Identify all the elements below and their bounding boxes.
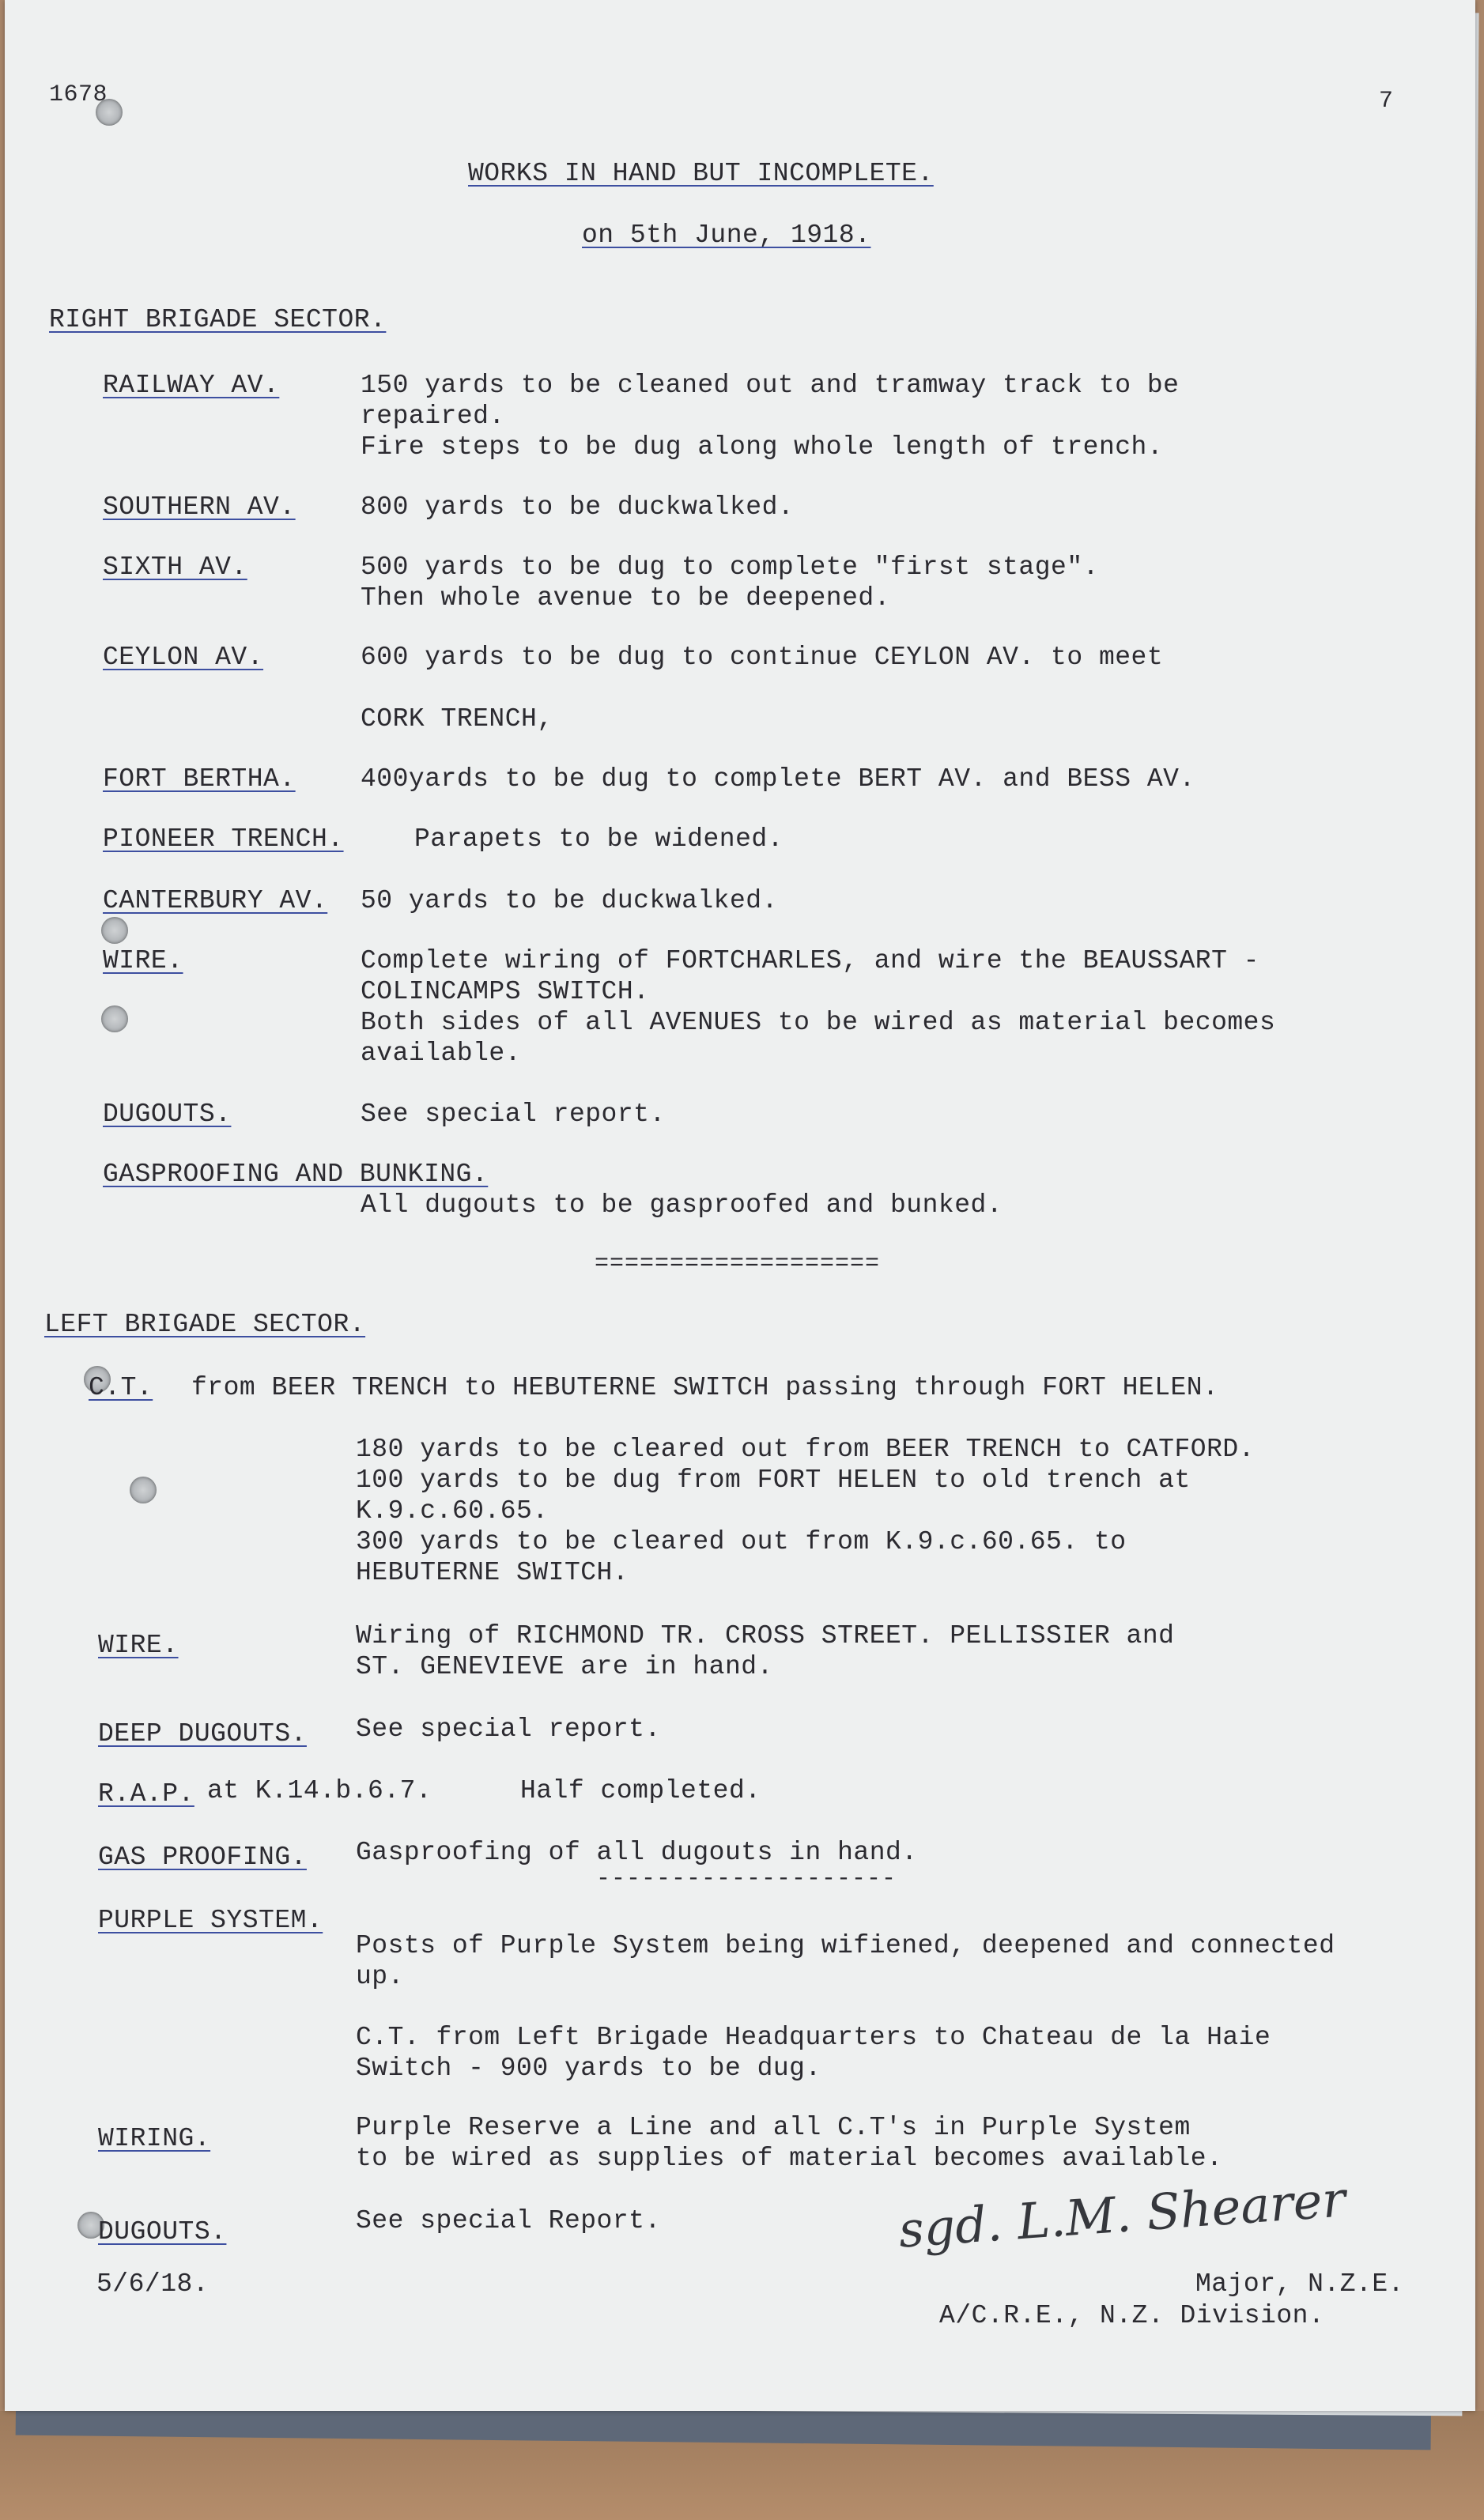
rap-status: Half completed. <box>520 1776 761 1805</box>
doc-number: 1678 <box>49 81 108 108</box>
wire-right-line-3: Both sides of all AVENUES to be wired as material becomes <box>361 1008 1276 1037</box>
label-wiring: WIRING. <box>98 2124 211 2153</box>
handwritten-signature: sgd. L.M. Shearer <box>897 2170 1348 2259</box>
wire-left-line-1: Wiring of RICHMOND TR. CROSS STREET. PELLISSIER and <box>356 1621 1175 1650</box>
label-dugouts-left: DUGOUTS. <box>98 2217 227 2246</box>
purple-line-1: Posts of Purple System being wifiened, deepened and connected <box>356 1931 1335 1960</box>
purple-line-3: C.T. from Left Brigade Headquarters to Chateau de la Haie <box>356 2023 1271 2052</box>
label-canterbury-av: CANTERBURY AV. <box>103 886 328 915</box>
label-wire-left: WIRE. <box>98 1631 179 1660</box>
dugouts-right-text: See special report. <box>361 1100 666 1129</box>
label-deep-dugouts: DEEP DUGOUTS. <box>98 1719 307 1749</box>
fort-bertha-text: 400yards to be dug to complete BERT AV. and BESS AV. <box>361 764 1195 794</box>
pioneer-text: Parapets to be widened. <box>414 824 784 854</box>
ceylon-line-1: 600 yards to be dug to continue CEYLON AV. to meet <box>361 643 1164 672</box>
label-dugouts-right: DUGOUTS. <box>103 1100 232 1129</box>
page-number: 7 <box>1379 88 1394 115</box>
canterbury-text: 50 yards to be duckwalked. <box>361 886 778 915</box>
wiring-line-2: to be wired as supplies of material becomes available. <box>356 2144 1223 2173</box>
label-fort-bertha: FORT BERTHA. <box>103 764 296 794</box>
ct-line-2: 100 yards to be dug from FORT HELEN to old trench at <box>356 1466 1191 1495</box>
purple-line-2: up. <box>356 1962 404 1991</box>
railway-line-1: 150 yards to be cleaned out and tramway track to be <box>361 371 1180 400</box>
gas-proofing-text: Gasproofing of all dugouts in hand. <box>356 1838 918 1867</box>
sixth-line-1: 500 yards to be dug to complete "first stage". <box>361 553 1099 582</box>
wire-right-line-2: COLINCAMPS SWITCH. <box>361 977 650 1006</box>
section-heading-left-brigade: LEFT BRIGADE SECTOR. <box>44 1310 366 1339</box>
ct-line-1: 180 yards to be cleared out from BEER TRENCH to CATFORD. <box>356 1435 1255 1464</box>
ceylon-line-2: CORK TRENCH, <box>361 704 553 734</box>
label-rap: R.A.P. <box>98 1779 194 1809</box>
rap-location: at K.14.b.6.7. <box>207 1776 432 1805</box>
footer-date: 5/6/18. <box>96 2269 210 2299</box>
section-separator: =================== <box>595 1251 881 1277</box>
footer-rank: Major, N.Z.E. <box>1195 2269 1404 2299</box>
label-wire-right: WIRE. <box>103 946 183 975</box>
railway-line-3: Fire steps to be dug along whole length of trench. <box>361 432 1164 462</box>
label-pioneer-trench: PIONEER TRENCH. <box>103 824 344 854</box>
ct-line-3: K.9.c.60.65. <box>356 1496 549 1526</box>
section-separator: -------------------- <box>596 1865 897 1892</box>
label-purple-system: PURPLE SYSTEM. <box>98 1906 323 1935</box>
deep-dugouts-text: See special report. <box>356 1715 661 1744</box>
page-title: WORKS IN HAND BUT INCOMPLETE. <box>468 159 934 188</box>
railway-line-2: repaired. <box>361 402 505 431</box>
wiring-line-1: Purple Reserve a Line and all C.T's in Purple System <box>356 2113 1191 2142</box>
label-railway-av: RAILWAY AV. <box>103 371 280 400</box>
label-gasproofing-bunking: GASPROOFING AND BUNKING. <box>103 1160 489 1189</box>
punch-hole <box>130 1477 157 1503</box>
label-ct: C.T. <box>89 1373 153 1402</box>
purple-line-4: Switch - 900 yards to be dug. <box>356 2054 821 2083</box>
wire-right-line-1: Complete wiring of FORTCHARLES, and wire the BEAUSSART - <box>361 946 1259 975</box>
ct-text: from BEER TRENCH to HEBUTERNE SWITCH passing through FORT HELEN. <box>191 1373 1219 1402</box>
ct-line-4: 300 yards to be cleared out from K.9.c.60.65. to <box>356 1527 1127 1556</box>
label-ceylon-av: CEYLON AV. <box>103 643 264 672</box>
punch-hole <box>101 1005 128 1032</box>
document-page <box>5 0 1475 2411</box>
wire-left-line-2: ST. GENEVIEVE are in hand. <box>356 1652 773 1681</box>
wire-right-line-4: available. <box>361 1039 522 1068</box>
ct-line-5: HEBUTERNE SWITCH. <box>356 1558 629 1587</box>
page-subtitle: on 5th June, 1918. <box>582 221 871 250</box>
footer-office: A/C.R.E., N.Z. Division. <box>939 2301 1325 2330</box>
punch-hole <box>101 917 128 944</box>
label-southern-av: SOUTHERN AV. <box>103 492 296 522</box>
label-gas-proofing: GAS PROOFING. <box>98 1843 307 1872</box>
dugouts-left-text: See special Report. <box>356 2206 661 2235</box>
gasproofing-bunking-text: All dugouts to be gasproofed and bunked. <box>361 1190 1003 1220</box>
section-heading-right-brigade: RIGHT BRIGADE SECTOR. <box>49 305 387 334</box>
southern-text: 800 yards to be duckwalked. <box>361 492 795 522</box>
label-sixth-av: SIXTH AV. <box>103 553 247 582</box>
sixth-line-2: Then whole avenue to be deepened. <box>361 583 891 613</box>
